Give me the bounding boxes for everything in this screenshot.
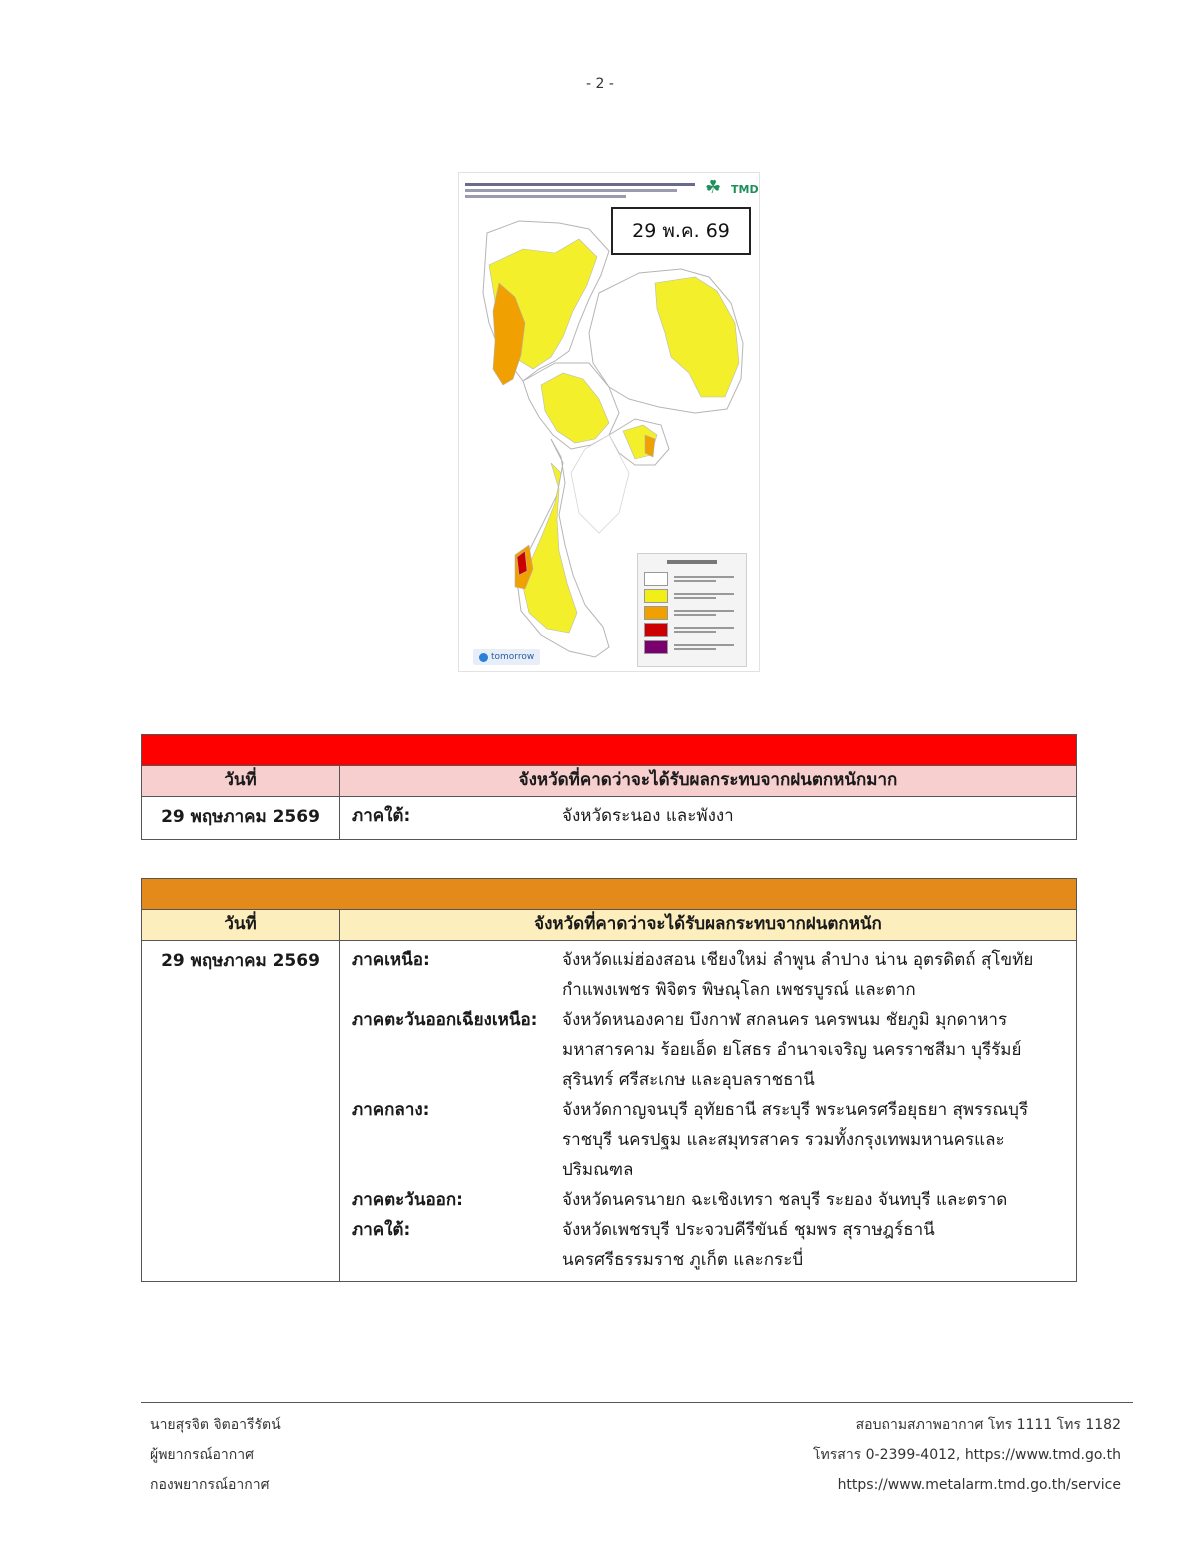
forecast-date: 29 พฤษภาคม 2569: [142, 797, 340, 840]
region-label: ภาคกลาง:: [352, 1100, 430, 1120]
map-date-label: 29 พ.ค. 69: [611, 207, 751, 255]
legend-item: [644, 638, 746, 655]
red-alert-band: [142, 735, 1077, 766]
provinces-column-header: จังหวัดที่คาดว่าจะได้รับผลกระทบจากฝนตกหนัก: [340, 910, 1077, 941]
legend-item: [644, 621, 746, 638]
date-column-header: วันที่: [142, 910, 340, 941]
province-line: กำแพงเพชร พิจิตร พิษณุโลก เพชรบูรณ์ และตาก: [562, 980, 916, 1000]
province-line: สุรินทร์ ศรีสะเกษ และอุบลราชธานี: [562, 1070, 815, 1090]
province-line: มหาสารคาม ร้อยเอ็ด ยโสธร อำนาจเจริญ นครราชสีมา บุรีรัมย์: [562, 1040, 1022, 1060]
very-heavy-rain-table: [141, 734, 1077, 840]
forecaster-name: นายสุรจิต จิตอารีรัตน์: [150, 1417, 281, 1433]
affected-provinces: [340, 797, 1077, 840]
region-label: ภาคใต้:: [352, 1220, 411, 1240]
provinces-column-header: จังหวัดที่คาดว่าจะได้รับผลกระทบจากฝนตกหนักมาก: [340, 766, 1077, 797]
contact-fax-website[interactable]: โทรสาร 0-2399-4012, https://www.tmd.go.th: [813, 1447, 1121, 1463]
affected-provinces: [340, 941, 1077, 1282]
footer-contact: [813, 1410, 1121, 1500]
region-label: ภาคเหนือ:: [352, 950, 430, 970]
province-line: จังหวัดเพชรบุรี ประจวบคีรีขันธ์ ชุมพร สุราษฎร์ธานี: [562, 1220, 935, 1240]
province-line: ปริมณฑล: [562, 1160, 634, 1180]
map-logo-text: TMD: [731, 183, 759, 196]
map-orange-east-coast: [645, 435, 655, 457]
region-northeast: [352, 1005, 1076, 1095]
forecast-date: 29 พฤษภาคม 2569: [142, 941, 340, 1282]
province-line: จังหวัดนครนายก ฉะเชิงเทรา ชลบุรี ระยอง จันทบุรี และตราด: [562, 1190, 1008, 1210]
contact-phone: สอบถามสภาพอากาศ โทร 1111 โทร 1182: [855, 1417, 1121, 1433]
tomorrow-logo-text: tomorrow: [491, 652, 535, 662]
rain-forecast-map: [458, 172, 760, 672]
region-label: ภาคใต้:: [352, 806, 411, 826]
tmd-logo-icon: ☘: [705, 177, 722, 198]
date-column-header: วันที่: [142, 766, 340, 797]
province-line: จังหวัดแม่ฮ่องสอน เชียงใหม่ ลำพูน ลำปาง น่าน อุตรดิตถ์ สุโขทัย: [562, 950, 1034, 970]
region-north: [352, 945, 1076, 1005]
footer-divider: [141, 1402, 1133, 1403]
region-east: [352, 1185, 1076, 1215]
province-line: ราชบุรี นครปฐม และสมุทรสาคร รวมทั้งกรุงเทพมหานครและ: [562, 1130, 1005, 1150]
legend-item: [644, 587, 746, 604]
province-line: จังหวัดกาญจนบุรี อุทัยธานี สระบุรี พระนครศรีอยุธยา สุพรรณบุรี: [562, 1100, 1029, 1120]
province-line: นครศรีธรรมราช ภูเก็ต และกระบี่: [562, 1250, 804, 1270]
tomorrow-logo-icon: [479, 653, 488, 662]
forecaster-title: ผู้พยากรณ์อากาศ: [150, 1447, 254, 1463]
region-south: [352, 1215, 1076, 1275]
province-list: จังหวัดระนอง และพังงา: [562, 806, 734, 826]
page-number: - 2 -: [586, 76, 614, 92]
orange-alert-band: [142, 879, 1077, 910]
heavy-rain-table: [141, 878, 1077, 1282]
metalarm-link[interactable]: https://www.metalarm.tmd.go.th/service: [837, 1477, 1121, 1493]
legend-item: [644, 604, 746, 621]
forecaster-division: กองพยากรณ์อากาศ: [150, 1477, 270, 1493]
region-central: [352, 1095, 1076, 1185]
province-line: จังหวัดหนองคาย บึงกาฬ สกลนคร นครพนม ชัยภูมิ มุกดาหาร: [562, 1010, 1008, 1030]
tomorrow-logo: [473, 649, 540, 665]
region-label: ภาคตะวันออก:: [352, 1190, 463, 1210]
region-label: ภาคตะวันออกเฉียงเหนือ:: [352, 1010, 538, 1030]
map-legend: [637, 553, 747, 667]
legend-item: [644, 570, 746, 587]
footer-signatory: [150, 1410, 281, 1500]
